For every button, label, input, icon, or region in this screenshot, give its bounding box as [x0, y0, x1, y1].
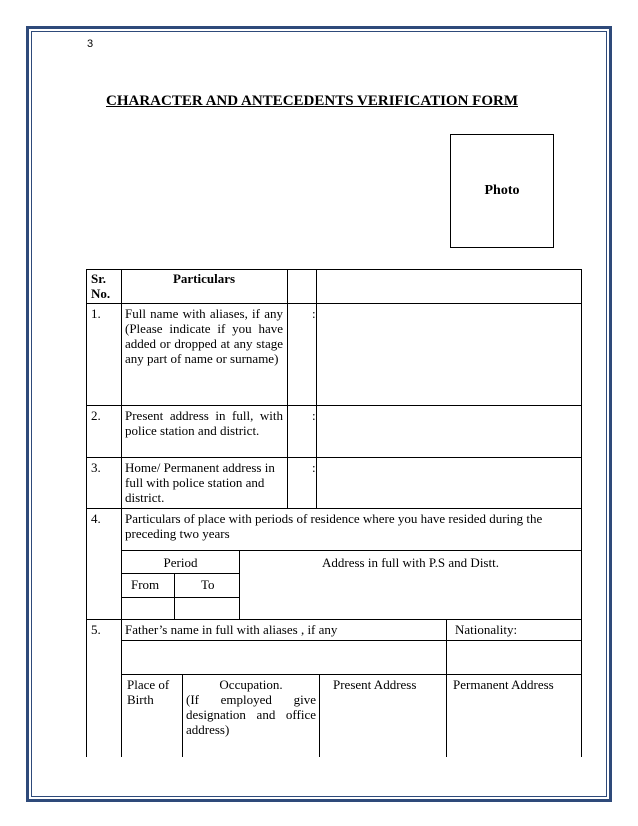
row-1-colon: : [312, 306, 316, 321]
row-4-particulars: Particulars of place with periods of residence where you have resided during the preceding two years [125, 511, 543, 541]
table-line [121, 573, 239, 574]
father-name-field[interactable] [122, 641, 446, 674]
table-line [86, 269, 87, 757]
table-line [287, 269, 288, 509]
residence-period-header: Period [163, 555, 198, 570]
table-line [86, 269, 582, 270]
row-3-colon: : [312, 460, 316, 475]
table-line [86, 508, 582, 509]
residence-from-header: From [131, 577, 160, 592]
father-occupation-note: (If employed give designation and office address) [186, 692, 316, 737]
header-particulars: Particulars [172, 271, 236, 286]
father-permanent-address-label: Permanent Address [453, 677, 554, 692]
residence-to-field[interactable] [175, 598, 239, 619]
table-line [581, 269, 582, 757]
table-line [182, 674, 183, 757]
photo-label: Photo [484, 183, 520, 198]
table-line [121, 674, 582, 675]
table-line [319, 674, 320, 757]
page-number: 3 [87, 38, 94, 50]
row-2-particulars: Present address in full, with police station and district. [125, 408, 283, 438]
table-line [121, 269, 122, 757]
row-1-number: 1. [91, 306, 101, 321]
header-sr-no: Sr. No. [91, 271, 111, 301]
table-line [86, 619, 582, 620]
row-1-particulars: Full name with aliases, if any (Please indicate if you have added or dropped at any stage any part of name or surname) [125, 306, 283, 366]
row-5-particulars: Father’s name in full with aliases , if any [125, 622, 338, 637]
residence-address-field[interactable] [240, 574, 581, 619]
row-5-number: 5. [91, 622, 101, 637]
residence-to-header: To [201, 577, 215, 592]
father-place-of-birth-label: Place of Birth [127, 677, 170, 707]
row-3-particulars: Home/ Permanent address in full with police station and district. [125, 460, 275, 505]
father-nationality-label: Nationality: [455, 622, 518, 637]
residence-from-field[interactable] [122, 598, 174, 619]
row-3-number: 3. [91, 460, 101, 475]
residence-address-header: Address in full with P.S and Distt. [322, 555, 499, 570]
table-line [86, 303, 582, 304]
row-4-number: 4. [91, 511, 101, 526]
row-2-number: 2. [91, 408, 101, 423]
form-title: CHARACTER AND ANTECEDENTS VERIFICATION FORM [106, 93, 518, 109]
table-line [316, 269, 317, 509]
table-line [86, 457, 582, 458]
photo-box[interactable] [450, 134, 554, 248]
row-2-colon: : [312, 408, 316, 423]
father-present-address-label: Present Address [333, 677, 417, 692]
table-line [446, 619, 447, 757]
table-line [121, 550, 582, 551]
father-nationality-field[interactable] [447, 641, 581, 674]
father-occupation-title: Occupation. [219, 677, 283, 692]
table-line [86, 405, 582, 406]
